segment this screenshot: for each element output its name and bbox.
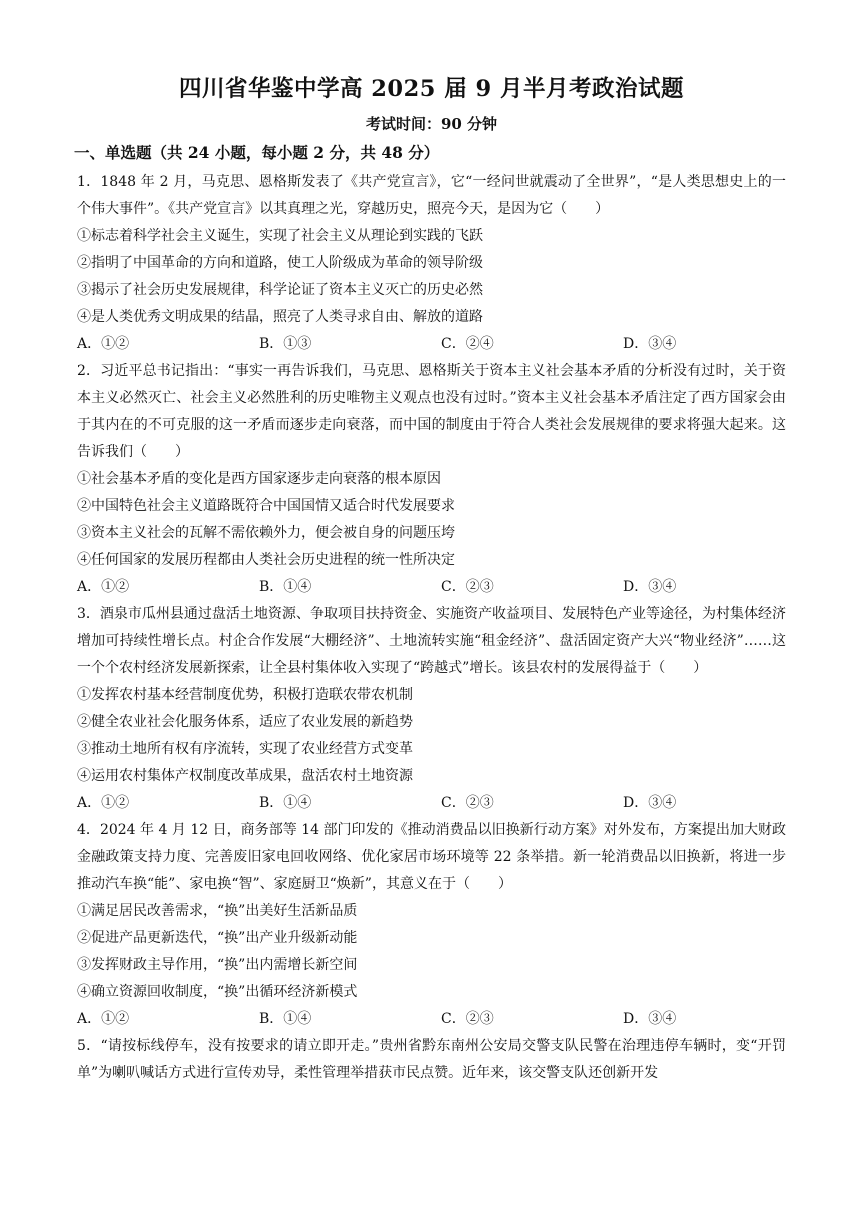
statement-3: ③揭示了社会历史发展规律，科学论证了资本主义灭亡的历史必然 [77, 282, 483, 298]
choice-d: D．③④ [623, 795, 677, 811]
choice-d: D．③④ [623, 336, 677, 352]
answer-choices [77, 1006, 786, 1033]
choice-d: D．③④ [623, 579, 677, 595]
statement-2: ②指明了中国革命的方向和道路，使工人阶级成为革命的领导阶级 [77, 255, 483, 271]
choice-c: C．②④ [441, 336, 494, 352]
answer-choices [77, 574, 786, 601]
statement-2: ②促进产品更新迭代，“换”出产业升级新动能 [77, 930, 358, 946]
statement-1: ①社会基本矛盾的变化是西方国家逐步走向衰落的根本原因 [77, 471, 441, 487]
statement-1: ①标志着科学社会主义诞生，实现了社会主义从理论到实践的飞跃 [77, 228, 483, 244]
question-stem: 4．2024 年 4 月 12 日，商务部等 14 部门印发的《推动消费品以旧换新行动方案》对外发布，方案提出加大财政金融政策支持力度、完善废旧家电回收网络、优化家居市场环境等 22 条举措。新一轮消费品以旧换新，将进一步推动汽车换“能”、家电换“智”、家庭厨卫“焕新”，其意义在于（ ） [77, 822, 786, 892]
choice-b: B．①④ [259, 579, 312, 595]
exam-time: 考试时间：90 分钟 [365, 115, 498, 133]
choice-c: C．②③ [441, 579, 494, 595]
question-1 [77, 169, 786, 358]
statement-4: ④运用农村集体产权制度改革成果，盘活农村土地资源 [77, 768, 413, 784]
choice-a: A．①② [77, 795, 130, 811]
choice-b: B．①④ [259, 1011, 312, 1027]
choice-b: B．①④ [259, 795, 312, 811]
question-stem: 1．1848 年 2 月，马克思、恩格斯发表了《共产党宣言》，它“一经问世就震动了全世界”，“是人类思想史上的一个伟大事件”。《共产党宣言》以其真理之光，穿越历史，照亮今天，是因为它（ ） [77, 174, 786, 217]
question-3 [77, 601, 786, 817]
statement-3: ③资本主义社会的瓦解不需依赖外力，便会被自身的问题压垮 [77, 525, 455, 541]
page-title: 四川省华鉴中学高 2025 届 9 月半月考政治试题 [178, 76, 685, 102]
question-stem: 2．习近平总书记指出：“事实一再告诉我们，马克思、恩格斯关于资本主义社会基本矛盾的分析没有过时，关于资本主义必然灭亡、社会主义必然胜利的历史唯物主义观点也没有过时。”资本主义社会基本矛盾注定了西方国家会由于其内在的不可克服的这一矛盾而逐步走向衰落，而中国的制度由于符合人类社会发展规律的要求将强大起来。这告诉我们（ ） [77, 363, 786, 460]
answer-choices [77, 331, 786, 358]
choice-a: A．①② [77, 579, 130, 595]
choice-b: B．①③ [259, 336, 312, 352]
answer-choices [77, 790, 786, 817]
section-heading: 一、单选题（共 24 小题，每小题 2 分，共 48 分） [74, 143, 440, 162]
statement-4: ④任何国家的发展历程都由人类社会历史进程的统一性所决定 [77, 552, 455, 568]
question-stem: 5．“请按标线停车，没有按要求的请立即开走。”贵州省黔东南州公安局交警支队民警在治理违停车辆时，变“开罚单”为喇叭喊话方式进行宣传劝导，柔性管理举措获市民点赞。近年来，该交警支队还创新开发 [77, 1038, 786, 1081]
choice-a: A．①② [77, 336, 130, 352]
statement-3: ③发挥财政主导作用，“换”出内需增长新空间 [77, 957, 358, 973]
statement-4: ④确立资源回收制度，“换”出循环经济新模式 [77, 984, 358, 1000]
question-2 [77, 358, 786, 601]
statement-2: ②健全农业社会化服务体系，适应了农业发展的新趋势 [77, 714, 413, 730]
choice-a: A．①② [77, 1011, 130, 1027]
question-stem: 3．酒泉市瓜州县通过盘活土地资源、争取项目扶持资金、实施资产收益项目、发展特色产业等途径，为村集体经济增加可持续性增长点。村企合作发展“大棚经济”、土地流转实施“租金经济”、盘活固定资产大兴“物业经济”……这一个个农村经济发展新探索，让全县村集体收入实现了“跨越式”增长。该县农村的发展得益于（ ） [77, 606, 786, 676]
question-5 [77, 1033, 786, 1087]
choice-d: D．③④ [623, 1011, 677, 1027]
question-4 [77, 817, 786, 1033]
choice-c: C．②③ [441, 795, 494, 811]
statement-3: ③推动土地所有权有序流转，实现了农业经营方式变革 [77, 741, 413, 757]
statement-1: ①发挥农村基本经营制度优势，积极打造联农带农机制 [77, 687, 413, 703]
choice-c: C．②③ [441, 1011, 494, 1027]
statement-4: ④是人类优秀文明成果的结晶，照亮了人类寻求自由、解放的道路 [77, 309, 483, 325]
statement-2: ②中国特色社会主义道路既符合中国国情又适合时代发展要求 [77, 498, 455, 514]
statement-1: ①满足居民改善需求，“换”出美好生活新品质 [77, 903, 358, 919]
